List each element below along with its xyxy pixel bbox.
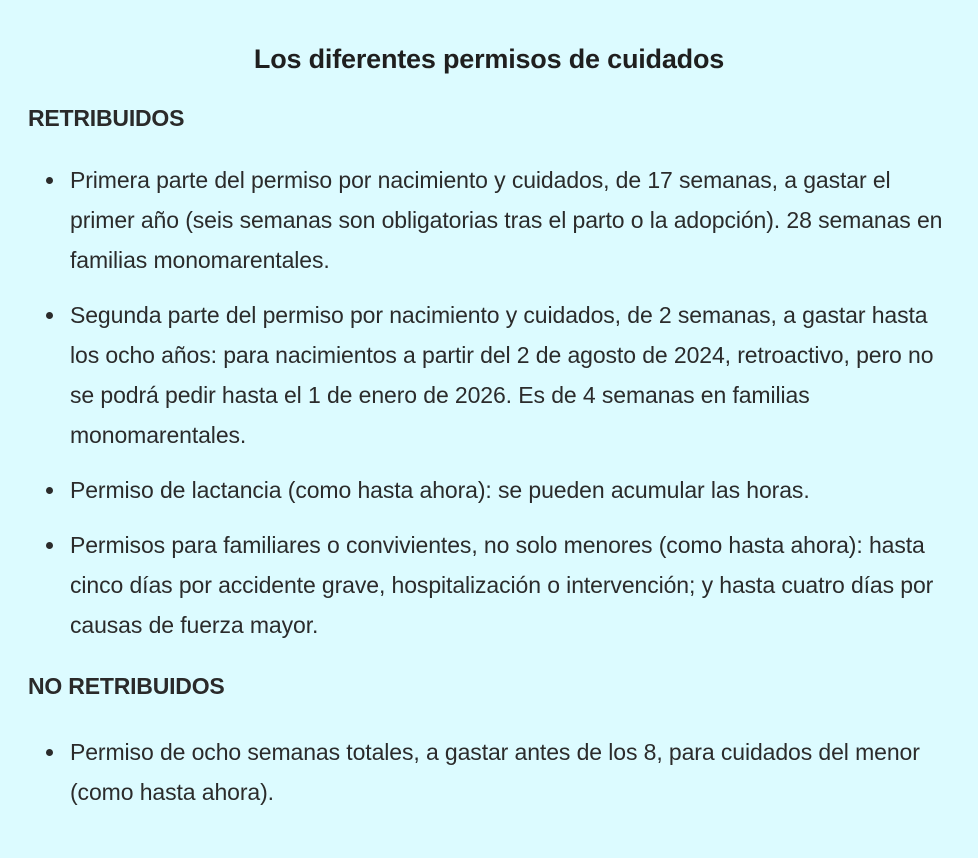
list-item [0,160,978,280]
list-retribuidos [0,160,978,645]
list-item-text: Primera parte del permiso por nacimiento y cuidados, de 17 semanas, a gastar el primer año (seis semanas son obligatorias tras el parto o la adopción). 28 semanas en familias monomarentales. [70,167,943,273]
bullet-icon [46,542,53,549]
bullet-icon [46,749,53,756]
page-title: Los diferentes permisos de cuidados [253,44,725,74]
section-heading-no-retribuidos: NO RETRIBUIDOS [28,673,225,699]
list-item [0,470,978,510]
list-item [0,525,978,645]
list-item-text: Permiso de lactancia (como hasta ahora): se pueden acumular las horas. [70,477,810,503]
bullet-icon [46,177,53,184]
bullet-icon [46,312,53,319]
list-no-retribuidos [0,732,978,812]
section-heading-retribuidos: RETRIBUIDOS [28,105,185,131]
list-item-text: Permiso de ocho semanas totales, a gastar antes de los 8, para cuidados del menor (como hasta ahora). [70,739,920,805]
list-item [0,295,978,455]
list-item [0,732,978,812]
list-item-text: Permisos para familiares o convivientes, no solo menores (como hasta ahora): hasta cinco días por accidente grave, hospitalización o intervención; y hasta cuatro días por causas de fuerza mayor. [70,532,934,638]
list-item-text: Segunda parte del permiso por nacimiento y cuidados, de 2 semanas, a gastar hasta los ocho años: para nacimientos a partir del 2 de agosto de 2024, retroactivo, pero no se podrá pedir hasta el 1 de enero de 2026. Es de 4 semanas en familias monomarentales. [70,302,934,448]
bullet-icon [46,487,53,494]
